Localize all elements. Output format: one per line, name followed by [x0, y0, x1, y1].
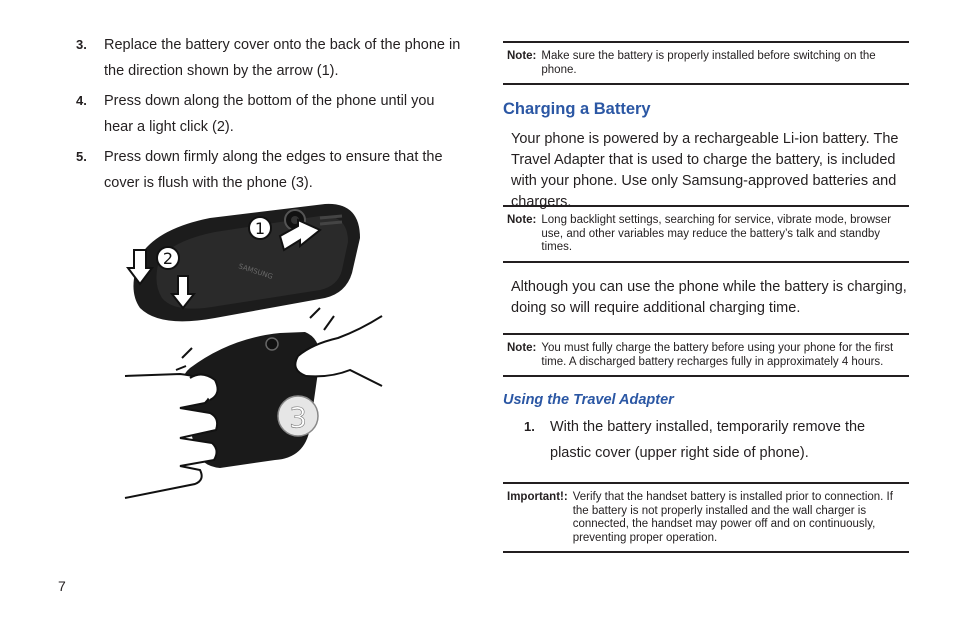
important-text: Verify that the handset battery is installed prior to connection. If the battery is not properly installed and the wall charger is connected, the handset may power off and on continuously, preventing proper operation.	[572, 491, 893, 544]
step-text: Replace the battery cover onto the back of the phone in the direction shown by the arrow (1).	[104, 37, 461, 79]
note-install-battery	[503, 41, 909, 85]
note-label: Note:	[507, 50, 537, 62]
important-note	[503, 482, 909, 553]
step-4	[76, 88, 466, 140]
phone-brand-text: SAMSUNG	[237, 262, 274, 281]
callout-1-label: 1	[254, 219, 266, 238]
battery-cover-steps	[76, 32, 466, 200]
section-heading-travel-adapter: Using the Travel Adapter	[503, 392, 674, 408]
travel-adapter-step-1	[524, 414, 904, 466]
step-text: Press down along the bottom of the phone until you hear a light click (2).	[104, 93, 435, 135]
phone-top-image	[128, 204, 360, 321]
note-text: Make sure the battery is properly installed before switching on the phone.	[541, 50, 876, 76]
note-backlight-settings	[503, 205, 909, 263]
step-5	[76, 144, 466, 196]
note-text: You must fully charge the battery before using your phone for the first time. A discharged battery recharges fully in approximately 4 hours.	[541, 342, 894, 368]
charging-paragraph: Your phone is powered by a rechargeable Li-ion battery. The Travel Adapter that is used to charge the battery, is included with your phone. Use only Samsung-approved batteries and chargers.	[511, 131, 899, 210]
step-number: 1.	[524, 419, 535, 434]
important-label: Important!:	[507, 491, 568, 503]
callout-2-label: 2	[162, 249, 174, 268]
battery-cover-illustration	[120, 198, 390, 510]
callout-3-label: 3	[289, 401, 307, 434]
note-text: Long backlight settings, searching for service, vibrate mode, browser use, and other variables may reduce the battery’s talk and standby times.	[541, 214, 892, 253]
step-3	[76, 32, 466, 84]
page-number: 7	[58, 578, 66, 594]
step-number: 5.	[76, 149, 87, 164]
step-number: 4.	[76, 93, 87, 108]
charging-paragraph-2: Although you can use the phone while the battery is charging, doing so will require additional charging time.	[511, 279, 907, 316]
step-number: 3.	[76, 37, 87, 52]
note-full-charge	[503, 333, 909, 377]
section-heading-charging: Charging a Battery	[503, 100, 651, 118]
step-text: With the battery installed, temporarily remove the plastic cover (upper right side of phone).	[550, 419, 866, 461]
note-label: Note:	[507, 342, 537, 354]
step-text: Press down firmly along the edges to ensure that the cover is flush with the phone (3).	[104, 149, 443, 191]
phone-bottom-image	[125, 308, 382, 498]
note-label: Note:	[507, 214, 537, 226]
